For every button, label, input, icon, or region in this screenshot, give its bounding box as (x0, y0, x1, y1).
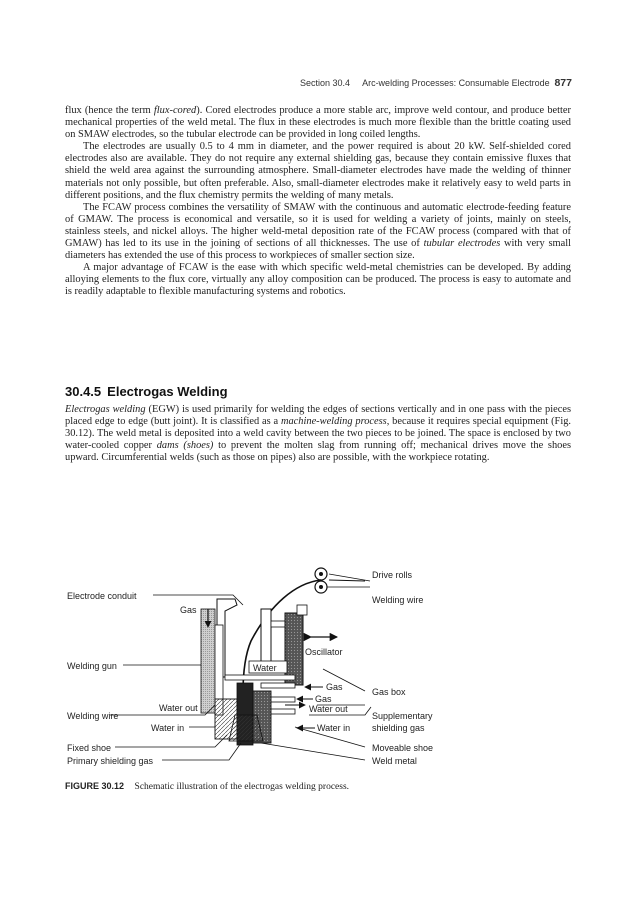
label-shielding-gas: shielding gas (372, 723, 425, 733)
caption-label: FIGURE 30.12 (65, 781, 125, 791)
running-head (300, 78, 572, 88)
label-gas-lower: Gas (315, 694, 332, 704)
label-water-out-left: Water out (159, 703, 198, 713)
figure-caption (65, 781, 349, 792)
label-supplementary: Supplementary (372, 711, 433, 721)
label-water: Water (253, 663, 277, 673)
page-number: 877 (554, 77, 572, 89)
body-text-block-1 (65, 105, 571, 299)
label-gas-top: Gas (180, 605, 197, 615)
label-oscillator: Oscillator (305, 647, 343, 657)
running-head-title: Arc-welding Processes: Consumable Electrode (362, 78, 550, 88)
running-head-section: Section 30.4 (300, 78, 351, 88)
label-welding-wire-left: Welding wire (67, 711, 119, 721)
figure-illustration (65, 565, 571, 770)
paragraph-4: A major advantage of FCAW is the ease with which specific weld-metal chemistries can be developed. By adding alloying elements to the flux core, virtually any alloy composition can be produced. The process is easy to automate and is readily adaptable to flexible manufacturing systems and robotics. (65, 262, 571, 298)
body-text-block-2 (65, 404, 571, 464)
label-fixed-shoe: Fixed shoe (67, 743, 112, 753)
paragraph-egw: Electrogas welding (EGW) is used primarily for welding the edges of sections vertically and in one pass with the pieces placed edge to edge (butt joint). It is classified as a machine-welding process, because it requires special equipment (Fig. 30.12). The weld metal is deposited into a weld cavity between the two pieces to be joined. The space is enclosed by two water-cooled copper dams (shoes) to prevent the molten slag from running off; mechanical drives move the shoes upward. Circumferential welds (such as those on pipes) also are possible, with the workpiece rotating. (65, 404, 572, 464)
label-weld-metal: Weld metal (372, 756, 417, 766)
paragraph-1: flux (hence the term flux-cored). Cored electrodes produce a more stable arc, improve weld contour, and produce better mechanical properties of the weld metal. The flux in these electrodes is much more flexible than the brittle coating used on SMAW electrodes, so the tubular electrode can be provided in long coiled lengths. (65, 105, 571, 141)
label-welding-gun: Welding gun (67, 661, 117, 671)
paragraph-2: The electrodes are usually 0.5 to 4 mm in diameter, and the power required is about 20 kW. Self-shielded cored electrodes also are available. They do not require any external shielding gas, because they contain emissive fluxes that shield the weld area against the surrounding atmosphere. Small-diameter electrodes have made the welding of thinner materials not only possible, but often preferable. Also, small-diameter electrodes make it relatively easy to weld parts in different positions, and the flux chemistry permits the welding of many metals. (65, 141, 571, 201)
label-primary-shielding-gas: Primary shielding gas (67, 756, 154, 766)
label-welding-wire-right: Welding wire (372, 595, 424, 605)
term-tubular-electrodes: tubular electrodes (423, 238, 501, 250)
label-water-out-right: Water out (309, 704, 348, 714)
label-water-in-left: Water in (151, 723, 185, 733)
caption-text: Schematic illustration of the electrogas welding process. (134, 782, 350, 792)
label-drive-rolls: Drive rolls (372, 570, 413, 580)
label-gas-box: Gas box (372, 687, 406, 697)
electrogas-welding-figure (65, 565, 571, 770)
label-water-in-right: Water in (317, 723, 351, 733)
paragraph-3: The FCAW process combines the versatility of SMAW with the continuous and automatic electrode-feeding feature of GMAW. The process is economical and versatile, so it is used for welding a variety of joints, mainly on steels, stainless steels, and nickel alloys. The higher weld-metal deposition rate of the FCAW process (compared with that of GMAW) has led to its use in the joining of sections of all thicknesses. The use of tubular electrodes with very small diameters has extended the use of this process to workpieces of smaller section size. (65, 201, 571, 262)
section-heading (65, 384, 228, 399)
term-flux-cored: flux-cored (153, 105, 197, 116)
section-title: Electrogas Welding (107, 384, 228, 399)
label-gas-mid: Gas (326, 682, 343, 692)
section-number: 30.4.5 (65, 384, 102, 399)
label-electrode-conduit: Electrode conduit (67, 591, 137, 601)
label-moveable-shoe: Moveable shoe (372, 743, 434, 753)
